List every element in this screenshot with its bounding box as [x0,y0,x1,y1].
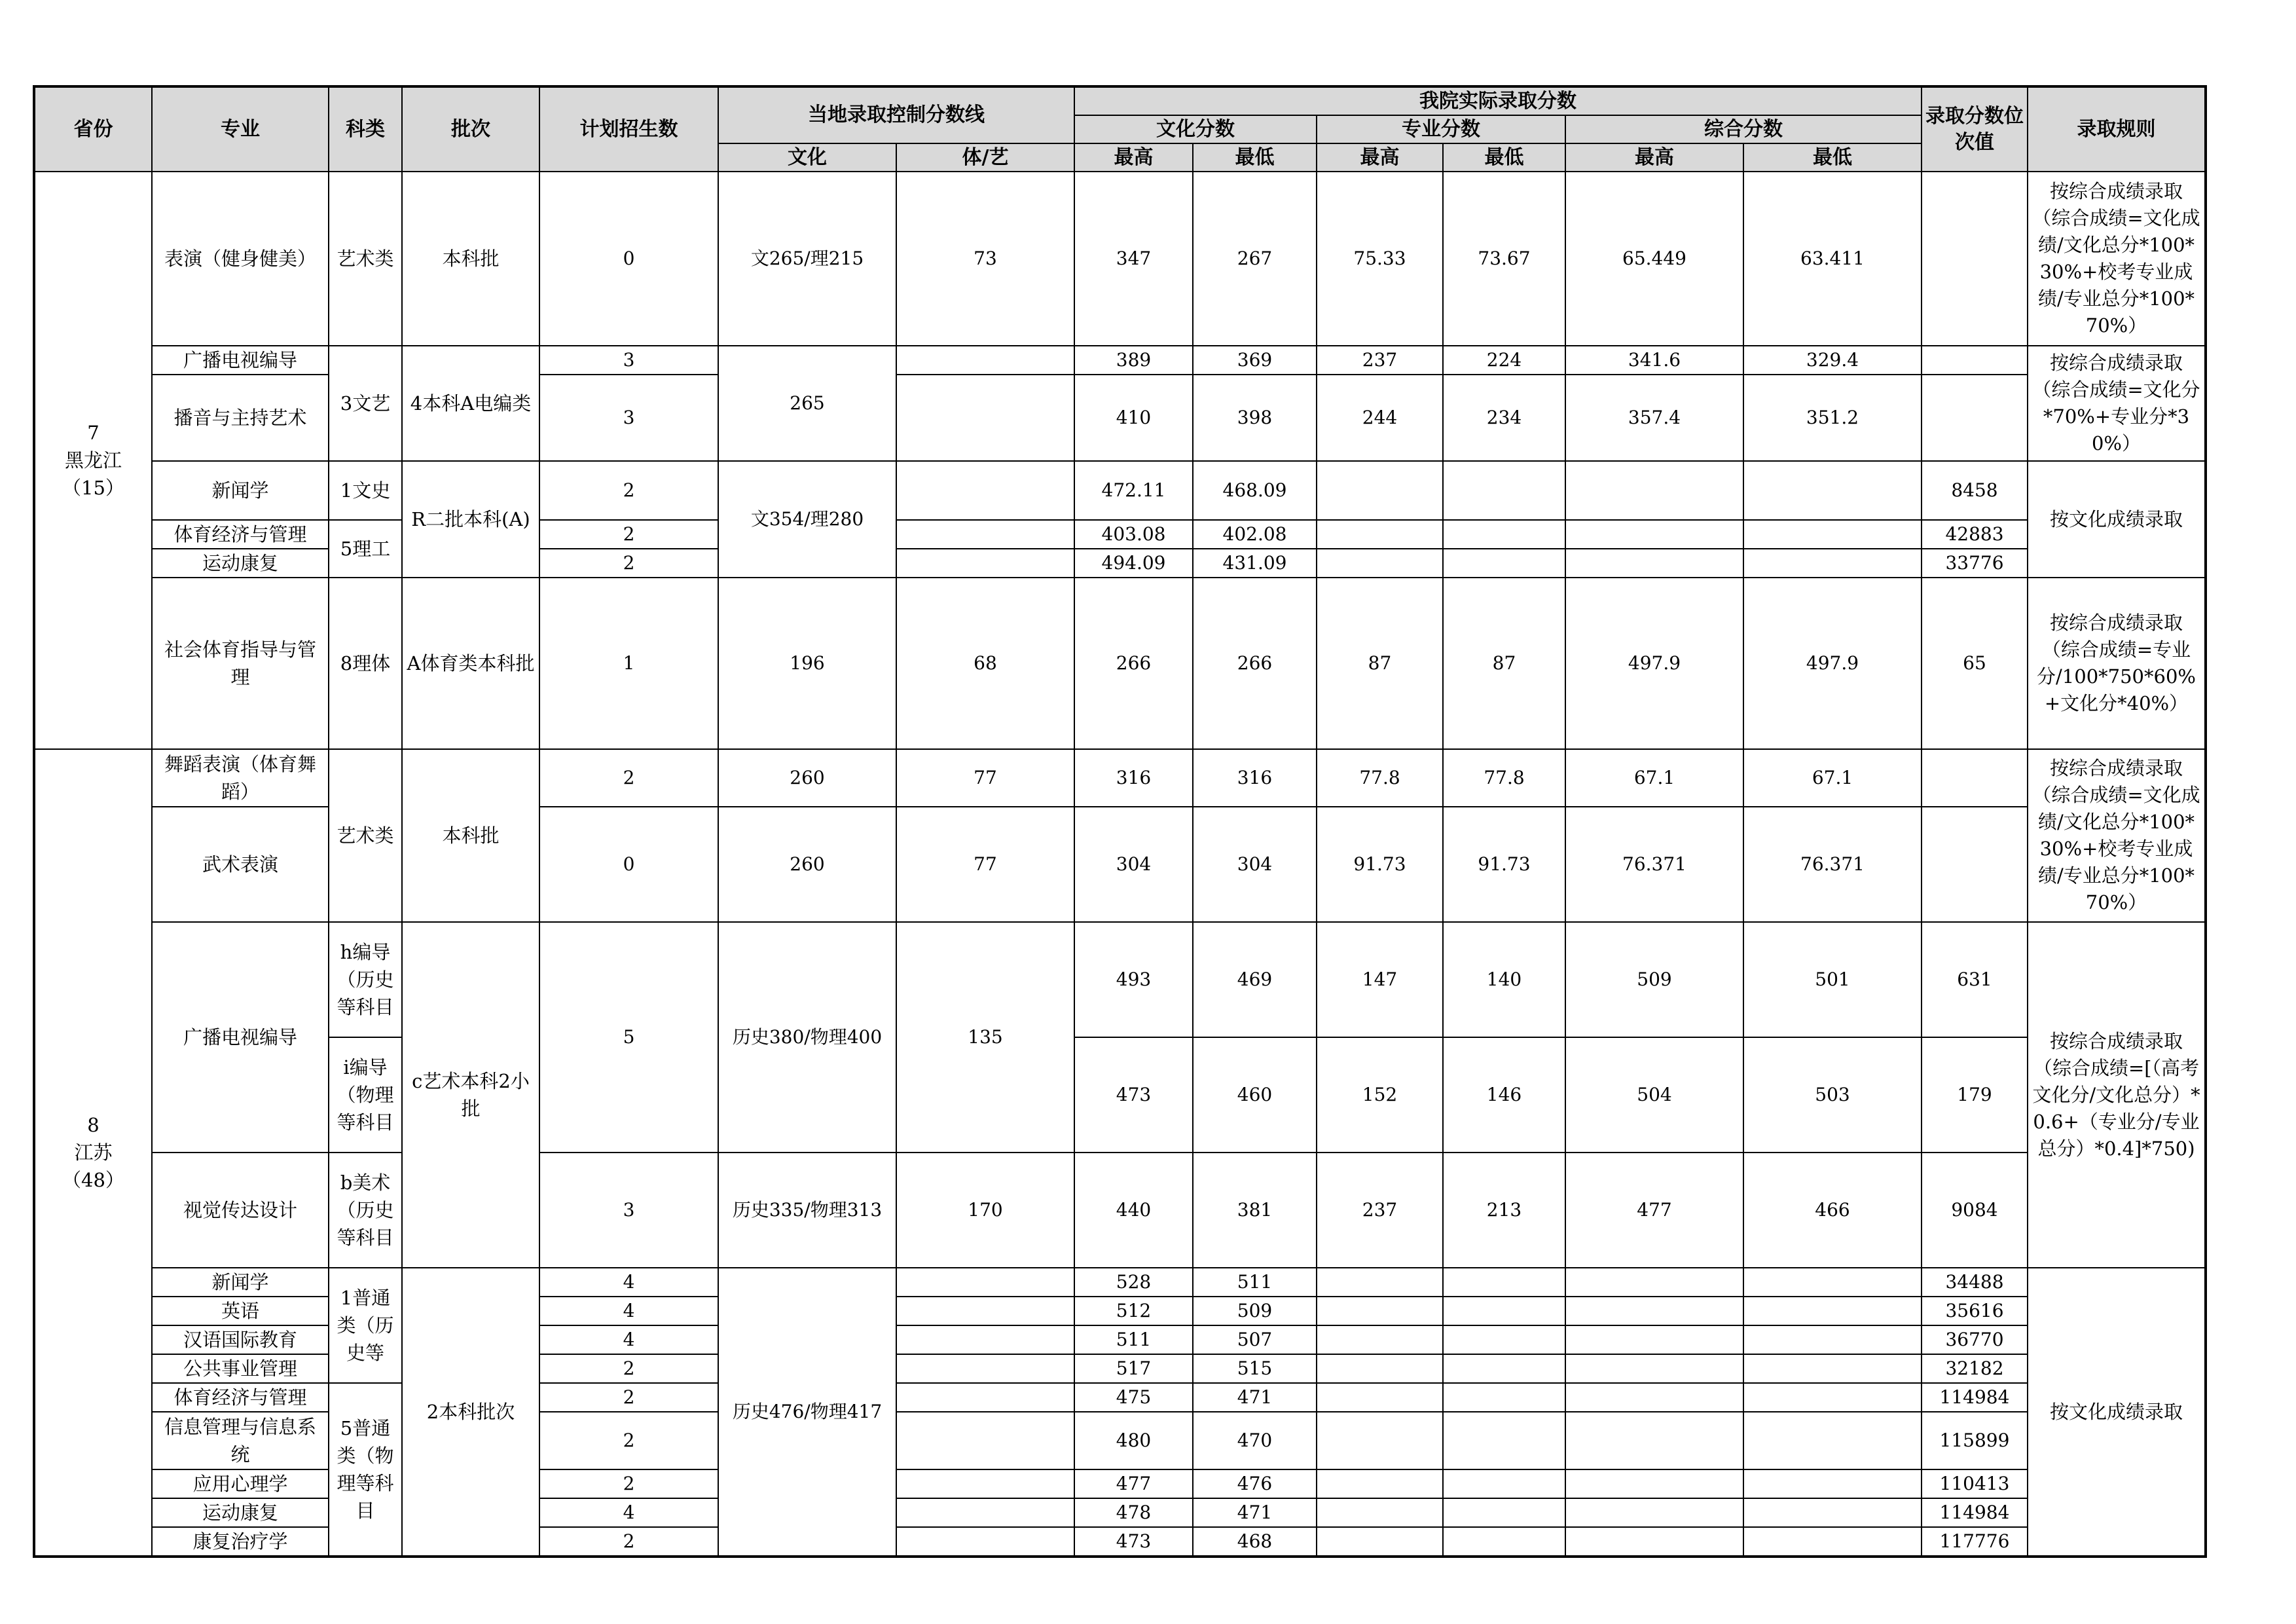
major-max-cell [1317,1498,1443,1527]
culture-max-cell: 410 [1074,375,1193,461]
plan-cell: 1 [539,578,718,749]
plan-cell: 4 [539,1297,718,1325]
total-min-cell: 503 [1743,1037,1922,1153]
major-min-cell [1443,1325,1565,1354]
culture-max-cell: 494.09 [1074,549,1193,578]
culture-max-cell: 528 [1074,1268,1193,1297]
total-max-cell: 509 [1565,922,1743,1037]
major-cell: 社会体育指导与管理 [152,578,329,749]
culture-min-cell: 471 [1193,1383,1317,1412]
major-min-cell: 224 [1443,346,1565,375]
culture-max-cell: 478 [1074,1498,1193,1527]
total-max-cell [1565,461,1743,520]
table-row [34,749,2206,807]
total-max-cell [1565,1268,1743,1297]
culture-min-cell: 515 [1193,1354,1317,1383]
major-max-cell [1317,461,1443,520]
culture-max-cell: 493 [1074,922,1193,1037]
culture-min-cell: 267 [1193,172,1317,346]
major-max-cell [1317,1268,1443,1297]
total-min-cell: 329.4 [1743,346,1922,375]
total-min-cell: 501 [1743,922,1922,1037]
plan-cell: 4 [539,1325,718,1354]
art-line-cell: 68 [896,578,1074,749]
art-line-cell [896,1412,1074,1469]
total-max-cell [1565,1527,1743,1557]
total-max-cell: 76.371 [1565,807,1743,922]
major-max-cell [1317,1354,1443,1383]
art-line-cell: 77 [896,749,1074,807]
art-line-cell [896,1527,1074,1557]
culture-min-cell: 266 [1193,578,1317,749]
major-min-cell: 234 [1443,375,1565,461]
art-line-cell [896,1383,1074,1412]
category-cell: 3文艺 [329,346,402,461]
culture-min-cell: 468 [1193,1527,1317,1557]
culture-min-cell: 402.08 [1193,520,1317,549]
art-line-cell: 170 [896,1153,1074,1268]
major-min-cell [1443,1498,1565,1527]
culture-line-cell: 196 [718,578,896,749]
header-category: 科类 [329,86,402,172]
major-max-cell: 91.73 [1317,807,1443,922]
art-line-cell [896,1498,1074,1527]
total-min-cell [1743,1325,1922,1354]
major-cell: 视觉传达设计 [152,1153,329,1268]
total-min-cell [1743,461,1922,520]
culture-max-cell: 517 [1074,1354,1193,1383]
batch-cell: R二批本科(A) [402,461,539,578]
major-max-cell: 147 [1317,922,1443,1037]
culture-min-cell: 381 [1193,1153,1317,1268]
culture-max-cell: 266 [1074,578,1193,749]
culture-min-cell: 316 [1193,749,1317,807]
table-row [34,461,2206,520]
total-min-cell [1743,1469,1922,1498]
header-rank: 录取分数位次值 [1922,86,2028,172]
major-min-cell [1443,461,1565,520]
major-cell: 表演（健身健美） [152,172,329,346]
total-min-cell [1743,1268,1922,1297]
total-max-cell [1565,520,1743,549]
plan-cell: 0 [539,807,718,922]
total-min-cell [1743,520,1922,549]
culture-min-cell: 471 [1193,1498,1317,1527]
total-max-cell: 497.9 [1565,578,1743,749]
total-min-cell: 63.411 [1743,172,1922,346]
category-cell: 5理工 [329,520,402,578]
art-line-cell [896,1297,1074,1325]
major-max-cell [1317,549,1443,578]
culture-line-cell: 历史380/物理400 [718,922,896,1153]
total-min-cell: 497.9 [1743,578,1922,749]
total-min-cell [1743,1354,1922,1383]
category-cell: b美术（历史等科目 [329,1153,402,1268]
header-min: 最低 [1743,143,1922,172]
total-min-cell: 76.371 [1743,807,1922,922]
culture-min-cell: 470 [1193,1412,1317,1469]
culture-max-cell: 473 [1074,1527,1193,1557]
culture-min-cell: 398 [1193,375,1317,461]
table-row [34,1383,2206,1412]
plan-cell: 2 [539,549,718,578]
batch-cell: 4本科A电编类 [402,346,539,461]
culture-min-cell: 460 [1193,1037,1317,1153]
major-cell: 新闻学 [152,1268,329,1297]
culture-line-cell: 文265/理215 [718,172,896,346]
major-cell: 广播电视编导 [152,922,329,1153]
total-min-cell: 351.2 [1743,375,1922,461]
rank-cell: 631 [1922,922,2028,1037]
header-sport-art: 体/艺 [896,143,1074,172]
total-max-cell: 67.1 [1565,749,1743,807]
header-rule: 录取规则 [2028,86,2206,172]
province-cell: 7 黑龙江 （15） [34,172,152,749]
major-cell: 运动康复 [152,1498,329,1527]
rank-cell: 110413 [1922,1469,2028,1498]
culture-min-cell: 469 [1193,922,1317,1037]
major-min-cell [1443,1297,1565,1325]
culture-line-cell: 历史476/物理417 [718,1268,896,1557]
major-cell: 信息管理与信息系统 [152,1412,329,1469]
plan-cell: 2 [539,1469,718,1498]
category-cell: 1文史 [329,461,402,520]
major-cell: 运动康复 [152,549,329,578]
header-min: 最低 [1443,143,1565,172]
major-min-cell [1443,549,1565,578]
major-min-cell [1443,1383,1565,1412]
major-max-cell [1317,1527,1443,1557]
rule-cell: 按综合成绩录取（综合成绩=文化成绩/文化总分*100*30%+校考专业成绩/专业总分*100*70%） [2028,172,2206,346]
major-min-cell: 73.67 [1443,172,1565,346]
major-min-cell [1443,1527,1565,1557]
art-line-cell [896,1469,1074,1498]
major-max-cell: 237 [1317,346,1443,375]
major-max-cell [1317,1469,1443,1498]
total-max-cell [1565,1498,1743,1527]
plan-cell: 5 [539,922,718,1153]
culture-min-cell: 431.09 [1193,549,1317,578]
rank-cell: 114984 [1922,1383,2028,1412]
rank-cell: 33776 [1922,549,2028,578]
culture-max-cell: 316 [1074,749,1193,807]
header-major: 专业 [152,86,329,172]
total-max-cell: 341.6 [1565,346,1743,375]
culture-min-cell: 369 [1193,346,1317,375]
major-max-cell: 87 [1317,578,1443,749]
major-max-cell [1317,1325,1443,1354]
header-plan: 计划招生数 [539,86,718,172]
culture-line-cell: 265 [718,346,896,461]
art-line-cell [896,1325,1074,1354]
category-cell: i编导（物理等科目 [329,1037,402,1153]
header-max: 最高 [1074,143,1193,172]
total-max-cell [1565,549,1743,578]
plan-cell: 2 [539,1354,718,1383]
plan-cell: 3 [539,1153,718,1268]
culture-max-cell: 389 [1074,346,1193,375]
category-cell: 8理体 [329,578,402,749]
major-min-cell: 77.8 [1443,749,1565,807]
major-min-cell [1443,520,1565,549]
rank-cell [1922,172,2028,346]
total-min-cell [1743,1383,1922,1412]
province-cell: 8 江苏 （48） [34,749,152,1557]
table-row [34,346,2206,375]
total-max-cell: 504 [1565,1037,1743,1153]
culture-min-cell: 304 [1193,807,1317,922]
total-min-cell [1743,1412,1922,1469]
header-max: 最高 [1317,143,1443,172]
batch-cell: 本科批 [402,749,539,922]
total-max-cell [1565,1354,1743,1383]
header-total-score: 综合分数 [1565,115,1922,143]
total-min-cell [1743,1297,1922,1325]
major-min-cell: 87 [1443,578,1565,749]
major-cell: 汉语国际教育 [152,1325,329,1354]
plan-cell: 2 [539,1527,718,1557]
major-cell: 康复治疗学 [152,1527,329,1557]
total-max-cell: 477 [1565,1153,1743,1268]
rank-cell: 8458 [1922,461,2028,520]
plan-cell: 2 [539,1383,718,1412]
total-min-cell: 466 [1743,1153,1922,1268]
art-line-cell [896,1268,1074,1297]
major-max-cell: 77.8 [1317,749,1443,807]
major-max-cell [1317,1412,1443,1469]
table-row [34,520,2206,549]
plan-cell: 3 [539,375,718,461]
major-max-cell [1317,1297,1443,1325]
total-max-cell: 357.4 [1565,375,1743,461]
culture-max-cell: 473 [1074,1037,1193,1153]
rule-cell: 按文化成绩录取 [2028,461,2206,578]
rank-cell: 179 [1922,1037,2028,1153]
rank-cell: 115899 [1922,1412,2028,1469]
culture-max-cell: 511 [1074,1325,1193,1354]
category-cell: 5普通类（物理等科目 [329,1383,402,1557]
rule-cell: 按综合成绩录取（综合成绩=[（高考文化分/文化总分）*0.6+（专业分/专业总分）*0.4]*750) [2028,922,2206,1268]
art-line-cell: 77 [896,807,1074,922]
rank-cell: 65 [1922,578,2028,749]
major-min-cell [1443,1412,1565,1469]
major-cell: 武术表演 [152,807,329,922]
art-line-cell [896,375,1074,461]
table-row [34,1153,2206,1268]
culture-max-cell: 480 [1074,1412,1193,1469]
batch-cell: 2本科批次 [402,1268,539,1557]
total-max-cell: 65.449 [1565,172,1743,346]
culture-max-cell: 475 [1074,1383,1193,1412]
art-line-cell: 135 [896,922,1074,1153]
culture-min-cell: 468.09 [1193,461,1317,520]
culture-max-cell: 440 [1074,1153,1193,1268]
table-row [34,1037,2206,1153]
culture-line-cell: 260 [718,749,896,807]
rule-cell: 按文化成绩录取 [2028,1268,2206,1557]
table-row [34,1268,2206,1297]
admission-table [33,85,2207,1558]
major-min-cell: 140 [1443,922,1565,1037]
batch-cell: A体育类本科批 [402,578,539,749]
rank-cell [1922,749,2028,807]
major-max-cell: 75.33 [1317,172,1443,346]
art-line-cell [896,1354,1074,1383]
total-max-cell [1565,1383,1743,1412]
culture-max-cell: 512 [1074,1297,1193,1325]
table-row [34,172,2206,346]
rank-cell: 114984 [1922,1498,2028,1527]
category-cell: 艺术类 [329,749,402,922]
total-max-cell [1565,1469,1743,1498]
major-min-cell: 146 [1443,1037,1565,1153]
batch-cell: 本科批 [402,172,539,346]
rank-cell [1922,346,2028,375]
major-min-cell [1443,1268,1565,1297]
rule-cell: 按综合成绩录取（综合成绩=文化分*70%+专业分*30%） [2028,346,2206,461]
plan-cell: 2 [539,520,718,549]
art-line-cell [896,461,1074,520]
category-cell: 1普通类（历史等 [329,1268,402,1383]
header-min: 最低 [1193,143,1317,172]
culture-max-cell: 304 [1074,807,1193,922]
total-max-cell [1565,1297,1743,1325]
major-min-cell [1443,1354,1565,1383]
culture-min-cell: 511 [1193,1268,1317,1297]
plan-cell: 3 [539,346,718,375]
rank-cell: 32182 [1922,1354,2028,1383]
major-cell: 体育经济与管理 [152,520,329,549]
rank-cell: 36770 [1922,1325,2028,1354]
rank-cell: 117776 [1922,1527,2028,1557]
category-cell: 艺术类 [329,172,402,346]
plan-cell: 4 [539,1268,718,1297]
major-min-cell: 213 [1443,1153,1565,1268]
major-cell: 英语 [152,1297,329,1325]
culture-max-cell: 472.11 [1074,461,1193,520]
total-min-cell [1743,1498,1922,1527]
art-line-cell: 73 [896,172,1074,346]
rule-cell: 按综合成绩录取（综合成绩=专业分/100*750*60%+文化分*40%） [2028,578,2206,749]
culture-max-cell: 477 [1074,1469,1193,1498]
major-min-cell [1443,1469,1565,1498]
art-line-cell [896,346,1074,375]
major-max-cell [1317,520,1443,549]
rank-cell: 9084 [1922,1153,2028,1268]
total-min-cell: 67.1 [1743,749,1922,807]
art-line-cell [896,549,1074,578]
header-control-line: 当地录取控制分数线 [718,86,1074,143]
culture-line-cell: 260 [718,807,896,922]
culture-line-cell: 历史335/物理313 [718,1153,896,1268]
culture-line-cell: 文354/理280 [718,461,896,578]
major-cell: 广播电视编导 [152,346,329,375]
rule-cell: 按综合成绩录取（综合成绩=文化成绩/文化总分*100*30%+校考专业成绩/专业总分*100*70%） [2028,749,2206,922]
major-cell: 播音与主持艺术 [152,375,329,461]
header-batch: 批次 [402,86,539,172]
major-cell: 舞蹈表演（体育舞蹈） [152,749,329,807]
rank-cell [1922,375,2028,461]
major-cell: 应用心理学 [152,1469,329,1498]
major-max-cell [1317,1383,1443,1412]
total-max-cell [1565,1412,1743,1469]
major-max-cell: 152 [1317,1037,1443,1153]
batch-cell: c艺术本科2小批 [402,922,539,1268]
plan-cell: 2 [539,1412,718,1469]
rank-cell: 35616 [1922,1297,2028,1325]
total-min-cell [1743,1527,1922,1557]
plan-cell: 2 [539,461,718,520]
total-max-cell [1565,1325,1743,1354]
culture-min-cell: 476 [1193,1469,1317,1498]
rank-cell [1922,807,2028,922]
culture-max-cell: 347 [1074,172,1193,346]
header-actual-score: 我院实际录取分数 [1074,86,1922,115]
major-min-cell: 91.73 [1443,807,1565,922]
header-major-score: 专业分数 [1317,115,1565,143]
culture-min-cell: 509 [1193,1297,1317,1325]
rank-cell: 34488 [1922,1268,2028,1297]
major-cell: 新闻学 [152,461,329,520]
major-cell: 体育经济与管理 [152,1383,329,1412]
art-line-cell [896,520,1074,549]
plan-cell: 4 [539,1498,718,1527]
plan-cell: 2 [539,749,718,807]
plan-cell: 0 [539,172,718,346]
major-max-cell: 244 [1317,375,1443,461]
major-cell: 公共事业管理 [152,1354,329,1383]
table-row [34,922,2206,1037]
header-culture-score: 文化分数 [1074,115,1317,143]
header-province: 省份 [34,86,152,172]
major-max-cell: 237 [1317,1153,1443,1268]
culture-max-cell: 403.08 [1074,520,1193,549]
table-row [34,578,2206,749]
rank-cell: 42883 [1922,520,2028,549]
total-min-cell [1743,549,1922,578]
culture-min-cell: 507 [1193,1325,1317,1354]
header-max: 最高 [1565,143,1743,172]
header-culture: 文化 [718,143,896,172]
category-cell: h编导（历史等科目 [329,922,402,1037]
